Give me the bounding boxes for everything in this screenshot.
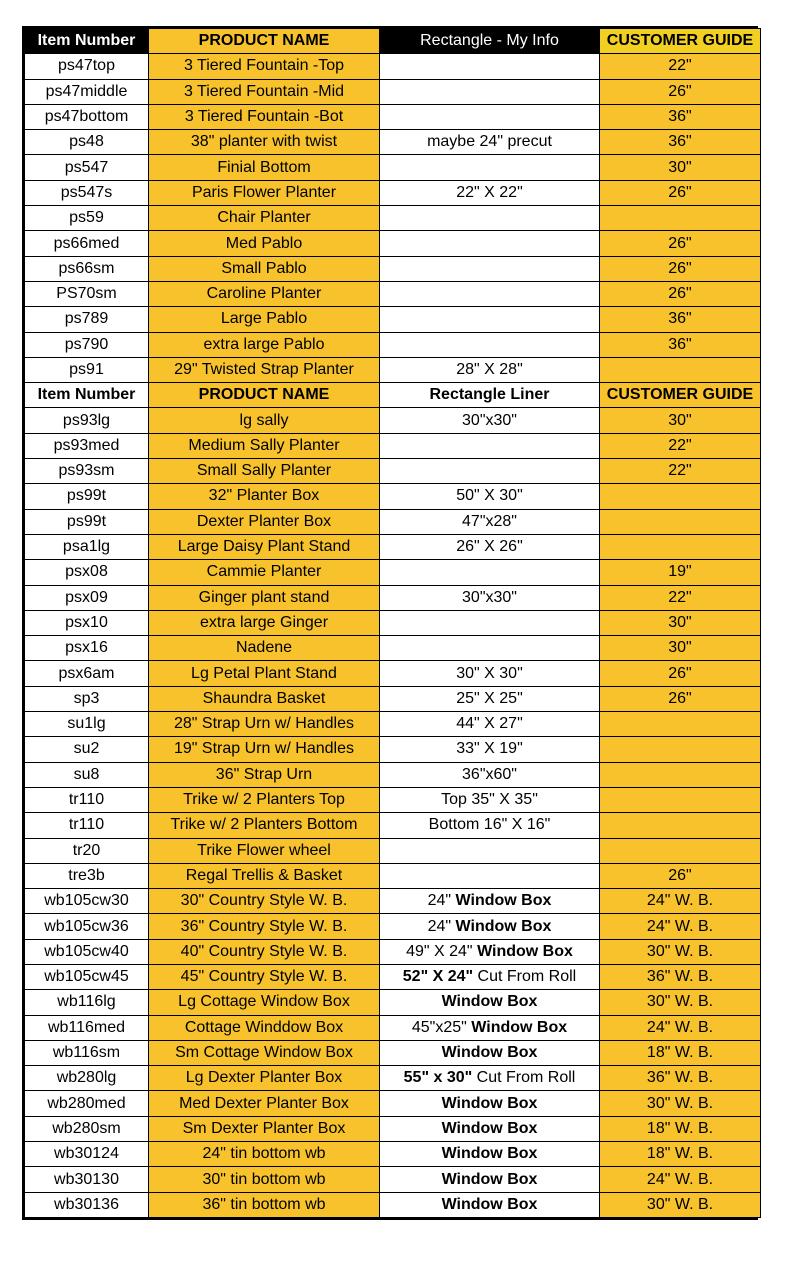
product-name-cell: 36" tin bottom wb xyxy=(149,1192,380,1217)
table-row xyxy=(25,1040,761,1065)
product-name-cell: Lg Cottage Window Box xyxy=(149,990,380,1015)
rectangle-info-cell xyxy=(380,939,600,964)
table-row xyxy=(25,408,761,433)
rectangle-info-cell xyxy=(380,661,600,686)
table-row xyxy=(25,787,761,812)
customer-guide-cell: 36" xyxy=(600,332,761,357)
info-text: Bottom 16" X 16" xyxy=(428,816,551,834)
customer-guide-cell xyxy=(600,509,761,534)
info-text: 50" X 30" xyxy=(456,487,523,505)
rectangle-info-cell xyxy=(380,813,600,838)
info-text: 45"x25" xyxy=(411,1018,472,1036)
info-text: maybe 24" precut xyxy=(427,133,552,151)
info-text: 25" X 25" xyxy=(456,689,523,707)
item-number-cell: su1lg xyxy=(25,712,149,737)
rectangle-info-cell xyxy=(380,636,600,661)
customer-guide-cell xyxy=(600,357,761,382)
table-row xyxy=(25,1015,761,1040)
item-number-cell: psx08 xyxy=(25,560,149,585)
item-number-cell: ps547 xyxy=(25,155,149,180)
table-row xyxy=(25,433,761,458)
table-row xyxy=(25,964,761,989)
customer-guide-cell: 19" xyxy=(600,560,761,585)
product-name-cell: Paris Flower Planter xyxy=(149,180,380,205)
rectangle-info-cell xyxy=(380,712,600,737)
customer-guide-cell: 26" xyxy=(600,686,761,711)
rectangle-info-cell xyxy=(380,610,600,635)
item-number-cell: ps66med xyxy=(25,231,149,256)
rectangle-info-cell xyxy=(380,79,600,104)
table-body xyxy=(25,29,761,1218)
table-row xyxy=(25,686,761,711)
table-row xyxy=(25,636,761,661)
rectangle-info-cell xyxy=(380,534,600,559)
product-name-cell: Med Pablo xyxy=(149,231,380,256)
table-row xyxy=(25,1116,761,1141)
customer-guide-cell: 30" xyxy=(600,636,761,661)
item-number-cell: psx6am xyxy=(25,661,149,686)
rectangle-info-cell xyxy=(380,459,600,484)
info-text: 33" X 19" xyxy=(456,740,523,758)
info-text: 36"x60" xyxy=(462,765,517,783)
product-name-cell: Sm Cottage Window Box xyxy=(149,1040,380,1065)
product-name-cell: Large Pablo xyxy=(149,307,380,332)
table-row xyxy=(25,231,761,256)
info-bold-text: Window Box xyxy=(441,1170,538,1188)
info-text: 49" X 24" xyxy=(406,942,478,960)
customer-guide-cell: 18" W. B. xyxy=(600,1142,761,1167)
customer-guide-cell: 26" xyxy=(600,281,761,306)
info-bold-text: Window Box xyxy=(455,917,552,935)
product-name-cell: 3 Tiered Fountain -Top xyxy=(149,54,380,79)
table-row xyxy=(25,1167,761,1192)
product-name-cell: 40" Country Style W. B. xyxy=(149,939,380,964)
customer-guide-cell: 26" xyxy=(600,180,761,205)
customer-guide-cell: 30" W. B. xyxy=(600,1091,761,1116)
item-number-cell: ps48 xyxy=(25,130,149,155)
item-number-cell: tr110 xyxy=(25,813,149,838)
product-name-cell: Nadene xyxy=(149,636,380,661)
item-number-cell: ps789 xyxy=(25,307,149,332)
rectangle-info-cell xyxy=(380,433,600,458)
customer-guide-cell: 26" xyxy=(600,79,761,104)
item-number-cell: wb105cw40 xyxy=(25,939,149,964)
item-number-cell: wb116lg xyxy=(25,990,149,1015)
rectangle-info-cell xyxy=(380,180,600,205)
product-name-cell: extra large Pablo xyxy=(149,332,380,357)
customer-guide-cell xyxy=(600,484,761,509)
item-number-cell: ps99t xyxy=(25,509,149,534)
customer-guide-cell xyxy=(600,838,761,863)
table-row xyxy=(25,281,761,306)
item-number-cell: tr20 xyxy=(25,838,149,863)
item-number-header: Item Number xyxy=(25,383,149,408)
rectangle-info-cell xyxy=(380,863,600,888)
item-number-cell: ps93med xyxy=(25,433,149,458)
item-number-cell: ps47bottom xyxy=(25,104,149,129)
table-row xyxy=(25,155,761,180)
item-number-cell: psx10 xyxy=(25,610,149,635)
rectangle-info-cell xyxy=(380,1167,600,1192)
customer-guide-cell: 26" xyxy=(600,661,761,686)
header-row xyxy=(25,383,761,408)
rectangle-info-cell xyxy=(380,1015,600,1040)
info-text: 28" X 28" xyxy=(456,361,523,378)
table-row xyxy=(25,762,761,787)
item-number-cell: psx16 xyxy=(25,636,149,661)
product-name-cell: 29" Twisted Strap Planter xyxy=(149,357,380,382)
rectangle-info-cell xyxy=(380,737,600,762)
table-row xyxy=(25,863,761,888)
item-number-cell: wb280med xyxy=(25,1091,149,1116)
item-number-cell: su8 xyxy=(25,762,149,787)
item-number-cell: psx09 xyxy=(25,585,149,610)
customer-guide-cell: 24" W. B. xyxy=(600,1167,761,1192)
product-name-cell: lg sally xyxy=(149,408,380,433)
product-name-cell: Small Pablo xyxy=(149,256,380,281)
product-name-cell: 36" Strap Urn xyxy=(149,762,380,787)
rectangle-info-cell xyxy=(380,1091,600,1116)
table-row xyxy=(25,889,761,914)
item-number-cell: ps99t xyxy=(25,484,149,509)
info-bold-text: 55" x 30" xyxy=(403,1069,473,1087)
rectangle-info-cell xyxy=(380,281,600,306)
item-number-header: Item Number xyxy=(25,29,149,54)
product-name-cell: 28" Strap Urn w/ Handles xyxy=(149,712,380,737)
info-bold-text: Window Box xyxy=(441,993,538,1011)
table-row xyxy=(25,661,761,686)
rectangle-info-cell xyxy=(380,964,600,989)
item-number-cell: wb105cw30 xyxy=(25,889,149,914)
table-row xyxy=(25,1066,761,1091)
product-name-cell: Lg Dexter Planter Box xyxy=(149,1066,380,1091)
customer-guide-cell: 18" W. B. xyxy=(600,1116,761,1141)
product-name-cell: 24" tin bottom wb xyxy=(149,1142,380,1167)
table-row xyxy=(25,712,761,737)
info-text: 44" X 27" xyxy=(456,715,523,733)
product-name-cell: Small Sally Planter xyxy=(149,459,380,484)
product-name-cell: 36" Country Style W. B. xyxy=(149,914,380,939)
customer-guide-cell: 36" xyxy=(600,104,761,129)
table-row xyxy=(25,737,761,762)
rectangle-info-cell xyxy=(380,484,600,509)
customer-guide-cell: 26" xyxy=(600,863,761,888)
item-number-cell: psa1lg xyxy=(25,534,149,559)
table-row xyxy=(25,307,761,332)
product-name-cell: Trike w/ 2 Planters Top xyxy=(149,787,380,812)
customer-guide-cell xyxy=(600,534,761,559)
table-row xyxy=(25,1142,761,1167)
product-name-cell: 3 Tiered Fountain -Mid xyxy=(149,79,380,104)
table-row xyxy=(25,914,761,939)
item-number-cell: wb105cw36 xyxy=(25,914,149,939)
customer-guide-cell: 36" W. B. xyxy=(600,1066,761,1091)
rectangle-info-cell xyxy=(380,357,600,382)
table-row xyxy=(25,459,761,484)
item-number-cell: ps93lg xyxy=(25,408,149,433)
rectangle-info-header: Rectangle Liner xyxy=(380,383,600,408)
item-number-cell: tr110 xyxy=(25,787,149,812)
rectangle-info-cell xyxy=(380,231,600,256)
customer-guide-cell: 36" xyxy=(600,130,761,155)
rectangle-info-cell xyxy=(380,155,600,180)
item-number-cell: ps59 xyxy=(25,206,149,231)
info-bold-text: Window Box xyxy=(441,1044,538,1062)
table-row xyxy=(25,813,761,838)
product-name-cell: Med Dexter Planter Box xyxy=(149,1091,380,1116)
rectangle-info-cell xyxy=(380,560,600,585)
product-name-cell: Cammie Planter xyxy=(149,560,380,585)
table-row xyxy=(25,332,761,357)
rectangle-info-cell xyxy=(380,1066,600,1091)
info-text: Top 35" X 35" xyxy=(441,791,538,809)
customer-guide-cell: 26" xyxy=(600,256,761,281)
info-bold-text: Window Box xyxy=(441,1195,538,1213)
info-after-text: Cut From Roll xyxy=(472,1069,576,1087)
customer-guide-cell: 26" xyxy=(600,231,761,256)
customer-guide-cell: 30" xyxy=(600,610,761,635)
rectangle-info-cell xyxy=(380,762,600,787)
product-name-cell: 30" Country Style W. B. xyxy=(149,889,380,914)
table-row xyxy=(25,939,761,964)
item-number-cell: tre3b xyxy=(25,863,149,888)
customer-guide-cell: 30" W. B. xyxy=(600,1192,761,1217)
customer-guide-cell xyxy=(600,206,761,231)
table-row xyxy=(25,256,761,281)
rectangle-info-cell xyxy=(380,914,600,939)
customer-guide-cell: 22" xyxy=(600,433,761,458)
item-number-cell: wb30136 xyxy=(25,1192,149,1217)
info-bold-text: Window Box xyxy=(441,1094,538,1112)
item-number-cell: ps66sm xyxy=(25,256,149,281)
info-bold-text: Window Box xyxy=(477,942,573,960)
product-name-cell: Lg Petal Plant Stand xyxy=(149,661,380,686)
product-name-cell: extra large Ginger xyxy=(149,610,380,635)
info-bold-text: Window Box xyxy=(441,1145,538,1163)
rectangle-info-cell xyxy=(380,1142,600,1167)
table-row xyxy=(25,560,761,585)
item-number-cell: wb30130 xyxy=(25,1167,149,1192)
rectangle-info-cell xyxy=(380,1040,600,1065)
rectangle-info-cell xyxy=(380,1116,600,1141)
table-row xyxy=(25,585,761,610)
table-row xyxy=(25,54,761,79)
rectangle-info-cell xyxy=(380,509,600,534)
table-row xyxy=(25,990,761,1015)
item-number-cell: ps547s xyxy=(25,180,149,205)
customer-guide-cell: 36" xyxy=(600,307,761,332)
info-bold-text: Window Box xyxy=(441,1119,538,1137)
rectangle-info-cell xyxy=(380,686,600,711)
rectangle-info-cell xyxy=(380,787,600,812)
rectangle-info-cell xyxy=(380,889,600,914)
product-name-header: PRODUCT NAME xyxy=(149,383,380,408)
item-number-cell: ps91 xyxy=(25,357,149,382)
item-number-cell: ps790 xyxy=(25,332,149,357)
customer-guide-cell: 18" W. B. xyxy=(600,1040,761,1065)
item-number-cell: wb105cw45 xyxy=(25,964,149,989)
customer-guide-cell xyxy=(600,787,761,812)
item-number-cell: ps93sm xyxy=(25,459,149,484)
rectangle-info-cell xyxy=(380,1192,600,1217)
item-number-cell: wb280sm xyxy=(25,1116,149,1141)
item-number-cell: wb116sm xyxy=(25,1040,149,1065)
product-name-cell: 45" Country Style W. B. xyxy=(149,964,380,989)
info-text: 30" X 30" xyxy=(456,664,523,682)
customer-guide-cell: 30" W. B. xyxy=(600,990,761,1015)
item-number-cell: ps47middle xyxy=(25,79,149,104)
table-row xyxy=(25,130,761,155)
info-bold-text: 52" X 24" xyxy=(402,968,474,986)
customer-guide-cell xyxy=(600,712,761,737)
info-text: 26" X 26" xyxy=(456,538,523,556)
rectangle-info-cell xyxy=(380,206,600,231)
item-number-cell: wb280lg xyxy=(25,1066,149,1091)
info-bold-text: Window Box xyxy=(471,1018,568,1036)
customer-guide-cell: 24" W. B. xyxy=(600,889,761,914)
rectangle-info-cell xyxy=(380,130,600,155)
item-number-cell: ps47top xyxy=(25,54,149,79)
customer-guide-cell: 22" xyxy=(600,54,761,79)
table-row xyxy=(25,104,761,129)
info-text: 22" X 22" xyxy=(456,183,523,201)
product-name-cell: Caroline Planter xyxy=(149,281,380,306)
customer-guide-header: CUSTOMER GUIDE xyxy=(600,29,761,54)
table-row xyxy=(25,357,761,382)
info-after-text: Cut From Roll xyxy=(473,968,577,986)
product-name-cell: Large Daisy Plant Stand xyxy=(149,534,380,559)
item-number-cell: PS70sm xyxy=(25,281,149,306)
info-text: 30"x30" xyxy=(462,411,517,429)
product-name-cell: 19" Strap Urn w/ Handles xyxy=(149,737,380,762)
customer-guide-cell xyxy=(600,737,761,762)
customer-guide-header: CUSTOMER GUIDE xyxy=(600,383,761,408)
product-name-cell: Finial Bottom xyxy=(149,155,380,180)
product-name-cell: 38" planter with twist xyxy=(149,130,380,155)
rectangle-info-cell xyxy=(380,307,600,332)
info-text: 24" xyxy=(427,892,456,910)
product-name-cell: Shaundra Basket xyxy=(149,686,380,711)
customer-guide-cell: 30" xyxy=(600,155,761,180)
product-name-cell: Chair Planter xyxy=(149,206,380,231)
product-name-cell: Ginger plant stand xyxy=(149,585,380,610)
product-name-header: PRODUCT NAME xyxy=(149,29,380,54)
product-name-cell: Trike Flower wheel xyxy=(149,838,380,863)
table-row xyxy=(25,206,761,231)
customer-guide-cell: 30" W. B. xyxy=(600,939,761,964)
info-text: 47"x28" xyxy=(462,512,517,530)
table-row xyxy=(25,610,761,635)
rectangle-info-cell xyxy=(380,838,600,863)
product-name-cell: Sm Dexter Planter Box xyxy=(149,1116,380,1141)
rectangle-info-header: Rectangle - My Info xyxy=(380,29,600,54)
table-row xyxy=(25,1091,761,1116)
item-number-cell: sp3 xyxy=(25,686,149,711)
rectangle-info-cell xyxy=(380,585,600,610)
customer-guide-cell: 24" W. B. xyxy=(600,914,761,939)
customer-guide-cell: 24" W. B. xyxy=(600,1015,761,1040)
rectangle-info-cell xyxy=(380,104,600,129)
rectangle-info-cell xyxy=(380,990,600,1015)
info-text: 24" xyxy=(427,917,456,935)
product-name-cell: 32" Planter Box xyxy=(149,484,380,509)
customer-guide-cell: 30" xyxy=(600,408,761,433)
table-row xyxy=(25,534,761,559)
customer-guide-cell: 22" xyxy=(600,585,761,610)
item-number-cell: wb30124 xyxy=(25,1142,149,1167)
table-row xyxy=(25,1192,761,1217)
product-name-cell: 30" tin bottom wb xyxy=(149,1167,380,1192)
customer-guide-cell xyxy=(600,813,761,838)
table-row xyxy=(25,79,761,104)
product-name-cell: Cottage Winddow Box xyxy=(149,1015,380,1040)
rectangle-info-cell xyxy=(380,54,600,79)
rectangle-info-cell xyxy=(380,408,600,433)
customer-guide-cell: 22" xyxy=(600,459,761,484)
table-row xyxy=(25,180,761,205)
rectangle-info-cell xyxy=(380,256,600,281)
table-row xyxy=(25,838,761,863)
info-bold-text: Window Box xyxy=(455,892,552,910)
item-number-cell: su2 xyxy=(25,737,149,762)
product-liner-table xyxy=(22,26,758,1220)
customer-guide-cell xyxy=(600,762,761,787)
product-name-cell: Trike w/ 2 Planters Bottom xyxy=(149,813,380,838)
item-number-cell: wb116med xyxy=(25,1015,149,1040)
product-name-cell: Dexter Planter Box xyxy=(149,509,380,534)
table-row xyxy=(25,509,761,534)
table-row xyxy=(25,484,761,509)
product-name-cell: Regal Trellis & Basket xyxy=(149,863,380,888)
info-text: 30"x30" xyxy=(462,588,517,606)
rectangle-info-cell xyxy=(380,332,600,357)
customer-guide-cell: 36" W. B. xyxy=(600,964,761,989)
header-row xyxy=(25,29,761,54)
product-name-cell: 3 Tiered Fountain -Bot xyxy=(149,104,380,129)
product-name-cell: Medium Sally Planter xyxy=(149,433,380,458)
